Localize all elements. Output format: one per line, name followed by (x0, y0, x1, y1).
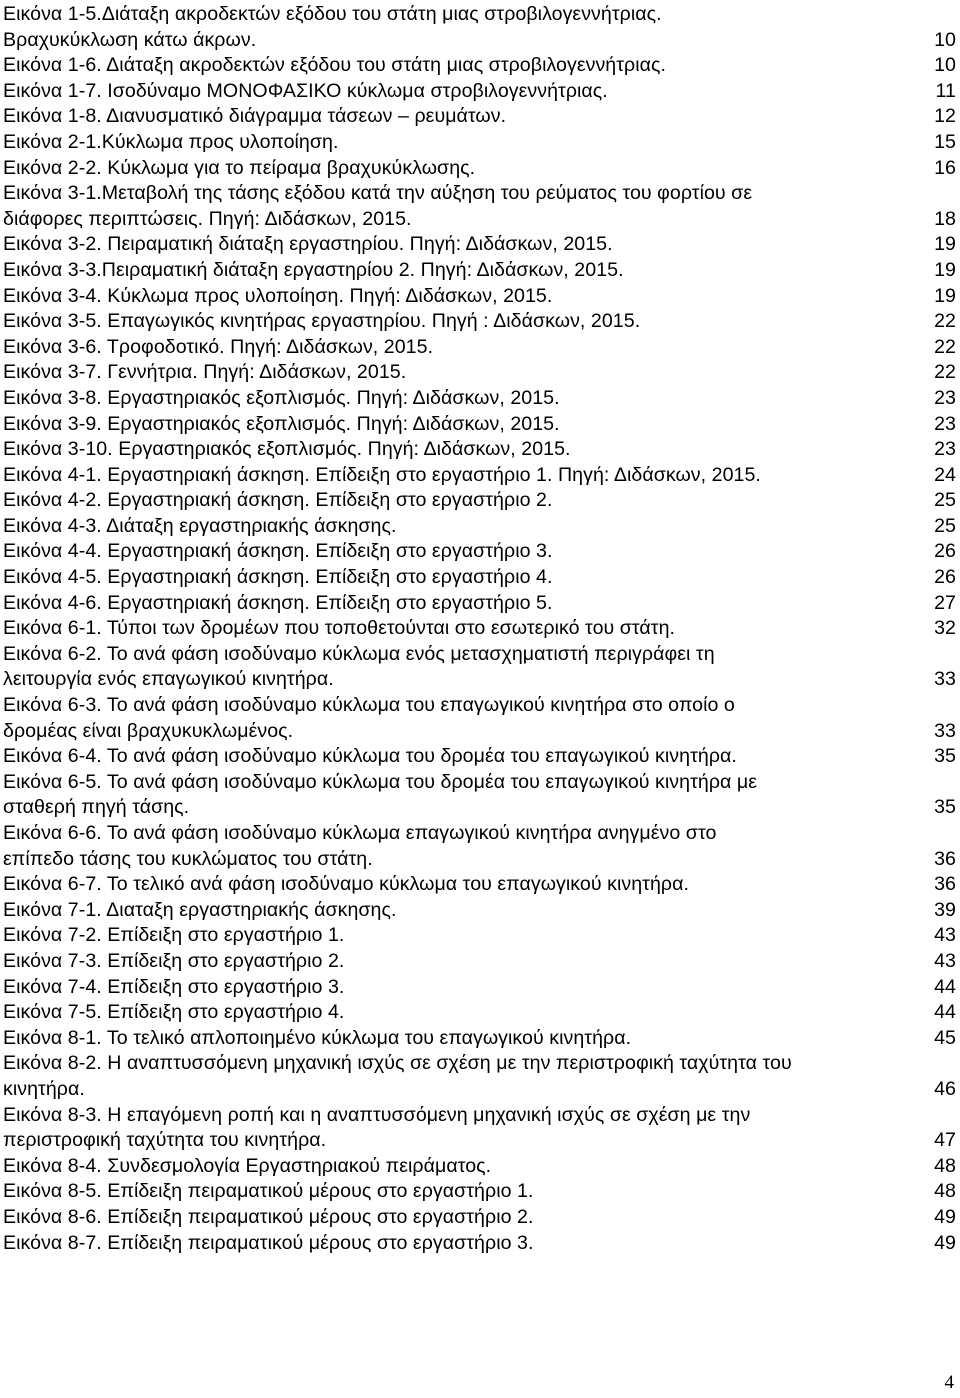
toc-entry-line (3, 386, 956, 412)
toc-entry-line (3, 514, 956, 540)
toc-entry-page: 12 (934, 105, 956, 128)
toc-entry-line (3, 667, 956, 693)
toc-entry[interactable] (3, 156, 956, 182)
toc-entry[interactable] (3, 975, 956, 1001)
toc-entry-page: 44 (934, 975, 956, 998)
toc-entry-text-line: Εικόνα 6-3. Το ανά φάση ισοδύναμο κύκλωμα του επαγωγικού κινητήρα στο οποίο ο (3, 694, 735, 717)
toc-entry-page: 48 (934, 1180, 956, 1203)
toc-entry[interactable] (3, 565, 956, 591)
toc-entry[interactable] (3, 488, 956, 514)
toc-entry-title: σταθερή πηγή τάσης. (3, 796, 190, 819)
toc-entry-page: 43 (934, 949, 956, 972)
toc-entry-page: 10 (934, 28, 956, 51)
toc-entry-page: 23 (934, 412, 956, 435)
toc-entry-title: διάφορες περιπτώσεις. Πηγή: Διδάσκων, 2015. (3, 207, 412, 230)
toc-entry-title: Εικόνα 7-4. Επίδειξη στο εργαστήριο 3. (3, 975, 345, 998)
toc-entry-title: Εικόνα 7-1. Διαταξη εργαστηριακής άσκησης. (3, 898, 397, 921)
toc-entry-title: Εικόνα 4-1. Εργαστηριακή άσκηση. Επίδειξη στο εργαστήριο 1. Πηγή: Διδάσκων, 2015. (3, 463, 761, 486)
toc-entry-text-line: Εικόνα 1-5.Διάταξη ακροδεκτών εξόδου του στάτη μιας στροβιλογεννήτριας. (3, 3, 662, 25)
toc-entry[interactable] (3, 335, 956, 361)
toc-entry-page: 23 (934, 386, 956, 409)
toc-entry-title: Εικόνα 3-7. Γεννήτρια. Πηγή: Διδάσκων, 2015. (3, 361, 407, 384)
toc-entry-title: Εικόνα 1-7. Ισοδύναμο ΜΟΝΟΦΑΣΙΚΟ κύκλωμα στροβιλογεννήτριας. (3, 79, 608, 102)
toc-entry-title: Εικόνα 4-2. Εργαστηριακή άσκηση. Επίδειξη στο εργαστήριο 2. (3, 489, 553, 512)
toc-entry-text-line: Εικόνα 8-2. Η αναπτυσσόμενη μηχανική ισχύς σε σχέση με την περιστροφική ταχύτητα του (3, 1052, 792, 1075)
toc-entry-title: Εικόνα 8-7. Επίδειξη πειραματικού μέρους στο εργαστήριο 3. (3, 1231, 534, 1254)
table-of-figures (3, 2, 956, 1256)
toc-entry-page: 15 (934, 130, 956, 153)
toc-entry[interactable] (3, 463, 956, 489)
toc-entry-page: 27 (934, 591, 956, 614)
toc-entry[interactable] (3, 514, 956, 540)
toc-entry-line (3, 1128, 956, 1154)
toc-entry-title: Εικόνα 6-4. Το ανά φάση ισοδύναμο κύκλωμα του δρομέα του επαγωγικού κινητήρα. (3, 745, 737, 768)
toc-entry-title: επίπεδο τάσης του κυκλώματος του στάτη. (3, 847, 373, 870)
toc-entry-line (3, 1179, 956, 1205)
toc-entry[interactable] (3, 821, 956, 872)
toc-entry-title: δρομέας είναι βραχυκυκλωμένος. (3, 719, 294, 742)
toc-entry-line (3, 207, 956, 233)
toc-entry-page: 25 (934, 514, 956, 537)
toc-entry-page: 25 (934, 489, 956, 512)
toc-entry[interactable] (3, 1179, 956, 1205)
toc-entry[interactable] (3, 1103, 956, 1154)
toc-entry-page: 45 (934, 1026, 956, 1049)
toc-entry-line (3, 872, 956, 898)
toc-entry[interactable] (3, 130, 956, 156)
toc-entry-title: Εικόνα 3-3.Πειραματική διάταξη εργαστηρίου 2. Πηγή: Διδάσκων, 2015. (3, 258, 624, 281)
toc-entry[interactable] (3, 412, 956, 438)
toc-entry-title: Εικόνα 3-6. Τροφοδοτικό. Πηγή: Διδάσκων, 2015. (3, 335, 434, 358)
toc-entry-line (3, 719, 956, 745)
toc-entry-text-line: Εικόνα 8-3. Η επαγόμενη ροπή και η αναπτυσσόμενη μηχανική ισχύς σε σχέση με την (3, 1103, 751, 1126)
toc-entry[interactable] (3, 104, 956, 130)
toc-entry-title: Εικόνα 4-4. Εργαστηριακή άσκηση. Επίδειξη στο εργαστήριο 3. (3, 540, 553, 563)
toc-entry-line (3, 975, 956, 1001)
toc-entry[interactable] (3, 181, 956, 232)
toc-entry-title: Εικόνα 3-2. Πειραματική διάταξη εργαστηρίου. Πηγή: Διδάσκων, 2015. (3, 233, 613, 256)
toc-entry-line (3, 309, 956, 335)
toc-entry[interactable] (3, 1154, 956, 1180)
toc-entry[interactable] (3, 591, 956, 617)
toc-entry-page: 22 (934, 361, 956, 384)
toc-entry[interactable] (3, 1026, 956, 1052)
toc-entry-page: 33 (934, 668, 956, 691)
toc-entry[interactable] (3, 616, 956, 642)
toc-entry-line (3, 744, 956, 770)
toc-entry[interactable] (3, 923, 956, 949)
toc-entry[interactable] (3, 744, 956, 770)
toc-entry-line (3, 898, 956, 924)
toc-entry-line (3, 79, 956, 105)
toc-entry-page: 36 (934, 847, 956, 870)
toc-entry[interactable] (3, 1231, 956, 1257)
toc-entry-page: 19 (934, 284, 956, 307)
toc-entry-line (3, 1077, 956, 1103)
toc-entry[interactable] (3, 232, 956, 258)
toc-entry-line (3, 1154, 956, 1180)
toc-entry-title: Εικόνα 8-5. Επίδειξη πειραματικού μέρους στο εργαστήριο 1. (3, 1180, 534, 1203)
toc-entry-page: 24 (934, 463, 956, 486)
toc-entry-line (3, 232, 956, 258)
toc-entry-title: Εικόνα 7-2. Επίδειξη στο εργαστήριο 1. (3, 924, 345, 947)
toc-entry-line (3, 847, 956, 873)
toc-entry-title: Εικόνα 7-3. Επίδειξη στο εργαστήριο 2. (3, 949, 345, 972)
toc-entry-title: Εικόνα 4-6. Εργαστηριακή άσκηση. Επίδειξη στο εργαστήριο 5. (3, 591, 553, 614)
toc-entry[interactable] (3, 386, 956, 412)
toc-entry-title: Εικόνα 2-1.Κύκλωμα προς υλοποίηση. (3, 130, 339, 153)
toc-entry-page: 33 (934, 719, 956, 742)
toc-entry-title: Εικόνα 3-5. Επαγωγικός κινητήρας εργαστηρίου. Πηγή : Διδάσκων, 2015. (3, 310, 641, 333)
page-number: 4 (944, 1372, 954, 1393)
toc-entry[interactable] (3, 872, 956, 898)
toc-entry-page: 49 (934, 1205, 956, 1228)
toc-entry-page: 22 (934, 335, 956, 358)
toc-entry[interactable] (3, 642, 956, 693)
toc-entry[interactable] (3, 79, 956, 105)
toc-entry-page: 35 (934, 796, 956, 819)
toc-entry-line (3, 488, 956, 514)
toc-entry-line (3, 949, 956, 975)
toc-entry-title: Εικόνα 7-5. Επίδειξη στο εργαστήριο 4. (3, 1001, 345, 1024)
toc-entry-line (3, 412, 956, 438)
toc-entry-page: 19 (934, 258, 956, 281)
toc-entry[interactable] (3, 1051, 956, 1102)
toc-entry-text-line: Εικόνα 6-2. Το ανά φάση ισοδύναμο κύκλωμα ενός μετασχηματιστή περιγράφει τη (3, 642, 715, 665)
toc-entry-title: Εικόνα 8-4. Συνδεσμολογία Εργαστηριακού πειράματος. (3, 1154, 492, 1177)
toc-entry-title: περιστροφική ταχύτητα του κινητήρα. (3, 1129, 327, 1152)
toc-entry[interactable] (3, 258, 956, 284)
toc-entry-title: Εικόνα 4-3. Διάταξη εργαστηριακής άσκησης. (3, 514, 397, 537)
toc-entry-line (3, 591, 956, 617)
toc-entry-page: 26 (934, 566, 956, 589)
toc-entry-line (3, 130, 956, 156)
toc-entry-line (3, 1231, 956, 1257)
toc-entry-page: 47 (934, 1129, 956, 1152)
toc-entry-page: 22 (934, 310, 956, 333)
toc-entry-line (3, 258, 956, 284)
toc-entry-title: Εικόνα 1-6. Διάταξη ακροδεκτών εξόδου του στάτη μιας στροβιλογεννήτριας. (3, 54, 667, 77)
toc-entry-line (3, 923, 956, 949)
toc-entry-page: 43 (934, 924, 956, 947)
toc-entry-line (3, 53, 956, 79)
toc-entry-title: Εικόνα 1-8. Διανυσματικό διάγραμμα τάσεων – ρευμάτων. (3, 105, 507, 128)
toc-entry-text-line: Εικόνα 6-5. Το ανά φάση ισοδύναμο κύκλωμα του δρομέα του επαγωγικού κινητήρα με (3, 770, 758, 793)
toc-entry[interactable] (3, 284, 956, 310)
toc-entry[interactable] (3, 53, 956, 79)
toc-entry-line (3, 156, 956, 182)
toc-entry[interactable] (3, 898, 956, 924)
toc-entry-text-line: Εικόνα 6-6. Το ανά φάση ισοδύναμο κύκλωμα επαγωγικού κινητήρα ανηγμένο στο (3, 822, 717, 844)
toc-entry-title: Εικόνα 6-7. Το τελικό ανά φάση ισοδύναμο κύκλωμα του επαγωγικού κινητήρα. (3, 873, 689, 896)
toc-entry-line (3, 28, 956, 54)
toc-entry-title: Εικόνα 3-4. Κύκλωμα προς υλοποίηση. Πηγή: Διδάσκων, 2015. (3, 284, 553, 307)
toc-entry[interactable] (3, 437, 956, 463)
toc-entry-line (3, 1205, 956, 1231)
toc-entry-title: Εικόνα 8-6. Επίδειξη πειραματικού μέρους στο εργαστήριο 2. (3, 1205, 534, 1228)
toc-entry-line (3, 335, 956, 361)
toc-entry-page: 44 (934, 1001, 956, 1024)
toc-entry-page: 32 (934, 617, 956, 640)
toc-entry-line (3, 284, 956, 310)
toc-entry-text-line: Εικόνα 3-1.Μεταβολή της τάσης εξόδου κατά την αύξηση του ρεύματος του φορτίου σε (3, 182, 753, 205)
toc-entry-line (3, 795, 956, 821)
toc-entry-line (3, 616, 956, 642)
toc-entry[interactable] (3, 1205, 956, 1231)
toc-entry-page: 11 (935, 79, 956, 102)
toc-entry-page: 36 (934, 873, 956, 896)
toc-entry-title: Εικόνα 3-9. Εργαστηριακός εξοπλισμός. Πηγή: Διδάσκων, 2015. (3, 412, 560, 435)
toc-entry[interactable] (3, 539, 956, 565)
toc-entry-title: Εικόνα 8-1. Το τελικό απλοποιημένο κύκλωμα του επαγωγικού κινητήρα. (3, 1026, 632, 1049)
toc-entry-page: 19 (934, 233, 956, 256)
toc-entry-page: 49 (934, 1231, 956, 1254)
toc-entry-title: Εικόνα 2-2. Κύκλωμα για το πείραμα βραχυκύκλωσης. (3, 156, 476, 179)
toc-entry[interactable] (3, 949, 956, 975)
toc-entry-title: λειτουργία ενός επαγωγικού κινητήρα. (3, 668, 334, 691)
toc-entry-line (3, 437, 956, 463)
toc-entry[interactable] (3, 770, 956, 821)
toc-entry[interactable] (3, 360, 956, 386)
toc-entry-line (3, 565, 956, 591)
toc-entry-line (3, 539, 956, 565)
toc-entry-page: 10 (934, 54, 956, 77)
toc-entry-title: κινητήρα. (3, 1077, 85, 1100)
toc-entry-page: 39 (934, 898, 956, 921)
toc-entry-line (3, 360, 956, 386)
toc-entry-line (3, 1000, 956, 1026)
toc-entry-page: 16 (934, 156, 956, 179)
toc-entry-line (3, 1026, 956, 1052)
toc-entry-page: 46 (934, 1077, 956, 1100)
toc-entry-page: 35 (934, 745, 956, 768)
toc-entry-page: 26 (934, 540, 956, 563)
toc-entry-title: Εικόνα 3-8. Εργαστηριακός εξοπλισμός. Πηγή: Διδάσκων, 2015. (3, 386, 560, 409)
toc-entry-title: Βραχυκύκλωση κάτω άκρων. (3, 28, 257, 51)
toc-entry-line (3, 463, 956, 489)
toc-entry-page: 18 (934, 207, 956, 230)
toc-entry[interactable] (3, 309, 956, 335)
toc-entry-page: 48 (934, 1154, 956, 1177)
toc-entry[interactable] (3, 2, 956, 53)
toc-entry-line (3, 104, 956, 130)
toc-entry[interactable] (3, 693, 956, 744)
toc-entry-title: Εικόνα 3-10. Εργαστηριακός εξοπλισμός. Πηγή: Διδάσκων, 2015. (3, 438, 571, 461)
toc-entry[interactable] (3, 1000, 956, 1026)
toc-entry-title: Εικόνα 6-1. Τύποι των δρομέων που τοποθετούνται στο εσωτερικό του στάτη. (3, 617, 676, 640)
toc-entry-title: Εικόνα 4-5. Εργαστηριακή άσκηση. Επίδειξη στο εργαστήριο 4. (3, 566, 553, 589)
toc-entry-page: 23 (934, 438, 956, 461)
